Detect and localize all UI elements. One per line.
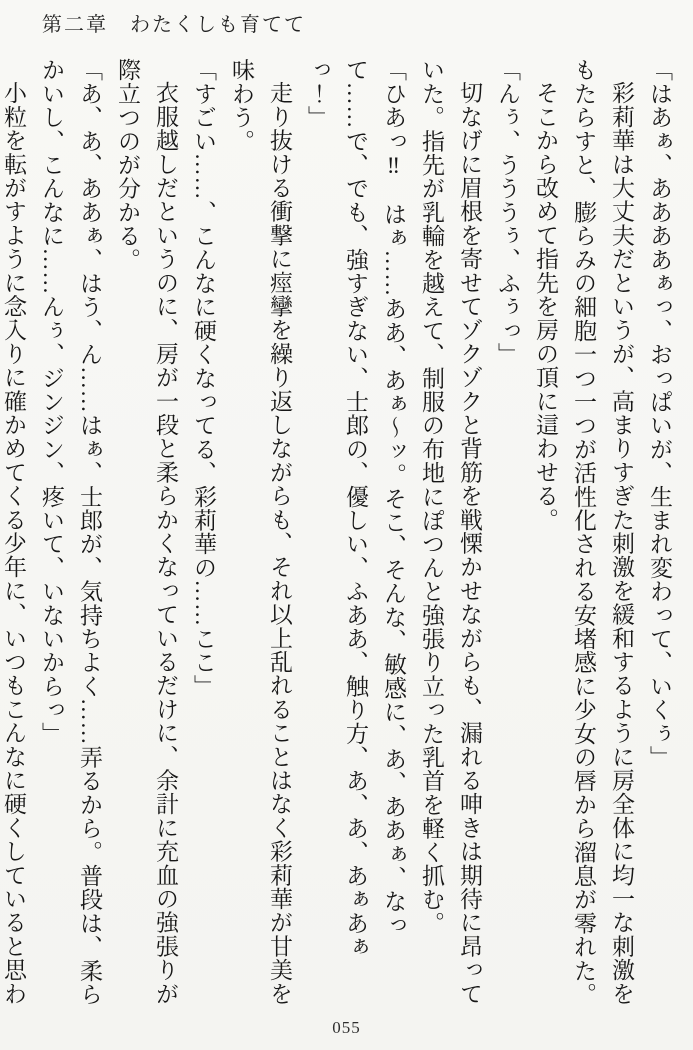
paragraph-narrative: 彩莉華は大丈夫だというが、高まりすぎた刺激を緩和するように房全体に均一な刺激をもたらすと、膨らみの細胞一つ一つが活性化される安堵感に少女の唇から溜息が零れた。 <box>571 58 634 1006</box>
paragraph-dialogue: 「すごい……、こんなに硬くなってる、彩莉華の……ここ」 <box>191 58 216 698</box>
paragraph-dialogue: 「んぅ、うううぅ、ふぅっ」 <box>495 58 520 367</box>
page-number: 055 <box>332 1018 361 1037</box>
paragraph-narrative: 小粒を転がすように念入りに確かめてくる少年に、いつもこんなに硬くしていると思わ <box>1 81 26 1006</box>
paragraph-narrative: そこから改めて指先を房の頂に這わせる。 <box>533 81 558 532</box>
paragraph-container <box>1 58 678 1006</box>
paragraph-narrative: 衣服越しだというのに、房が一段と柔らかくなっているだけに、余計に充血の強張りが際立つのが分かる。 <box>115 58 178 1006</box>
chapter-header: 第二章 わたくしも育てて <box>42 14 306 36</box>
paragraph-dialogue: 「はあぁ、ああああぁっ、おっぱいが、生まれ変わって、いくぅ」 <box>647 58 672 769</box>
paragraph-narrative: 切なげに眉根を寄せてゾクゾクと背筋を戦慄かせながらも、漏れる呻きは期待に昂っていた。指先が乳輪を越えて、制服の布地にぽつんと強張り立った乳首を軽く抓む。 <box>419 58 482 1006</box>
paragraph-narrative: 走り抜ける衝撃に痙攣を繰り返しながらも、それ以上乱れることはなく彩莉華が甘美を味わう。 <box>229 58 292 1006</box>
paragraph-dialogue: 「ひあっ‼ はぁ……ああ、あぁ～ッ。そこ、そんな、敏感に、あ、ああぁ、なって……で、でも、強すぎない、士郎の、優しい、ふああ、触り方、あ、あ、あぁあぁっ！」 <box>305 58 406 959</box>
paragraph-dialogue: 「あ、あ、ああぁ、はう、ん……はぁ、士郎が、気持ちよく……弄るから。普段は、柔らかいし、こんなに……んぅ、ジンジン、疼いて、いないからっ」 <box>39 58 102 1006</box>
